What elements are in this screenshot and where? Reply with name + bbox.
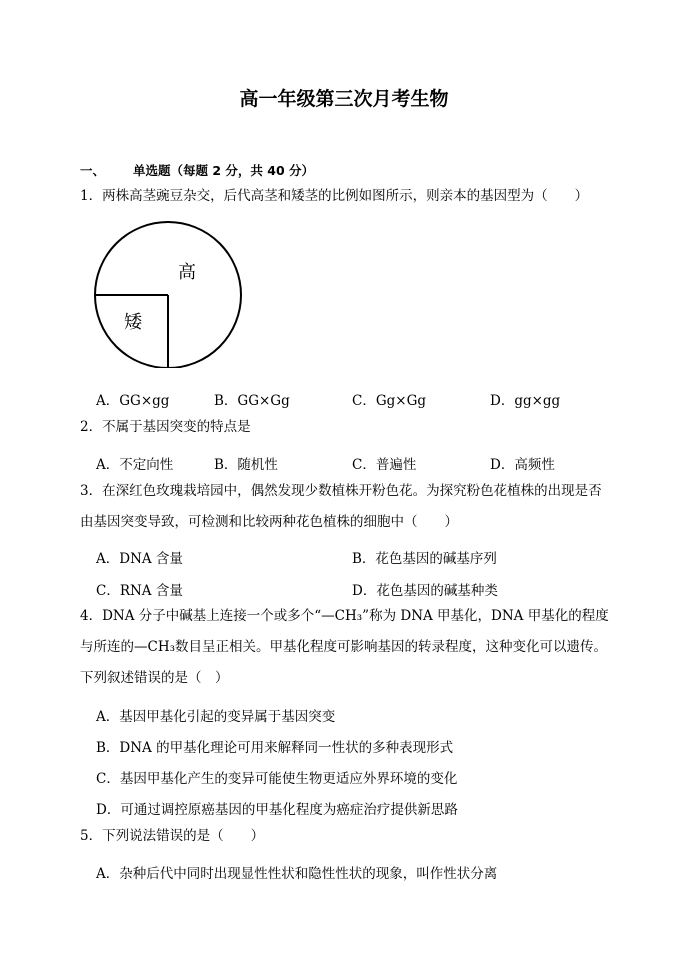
q4-option-c: C．基因甲基化产生的变异可能使生物更适应外界环境的变化: [96, 771, 458, 787]
q2-option-c: C．普遍性: [352, 457, 417, 473]
q3-option-d: D．花色基因的碱基种类: [352, 583, 498, 599]
section-label: 单选题（每题 2 分，共 40 分）: [133, 163, 315, 178]
q3-option-c: C．RNA 含量: [96, 583, 183, 599]
question-4-stem-line-3: 下列叙述错误的是（ ）: [80, 670, 229, 686]
q3-option-a: A．DNA 含量: [96, 551, 183, 567]
q1-option-b: B．GG×Gg: [214, 393, 290, 409]
q4-option-d: D．可通过调控原癌基因的甲基化程度为癌症治疗提供新思路: [96, 802, 458, 818]
q2-option-b: B．随机性: [214, 457, 278, 473]
q2-option-a: A．不定向性: [96, 457, 174, 473]
q1-option-a: A．GG×gg: [96, 393, 170, 409]
pie-chart-figure: [88, 218, 258, 368]
question-5-stem: 5．下列说法错误的是（ ）: [80, 828, 265, 844]
q1-option-d: D．gg×gg: [490, 393, 561, 409]
pie-label-short: 矮: [124, 312, 142, 333]
q4-option-a: A．基因甲基化引起的变异属于基因突变: [96, 709, 336, 725]
question-3-stem-line-2: 由基因突变导致，可检测和比较两种花色植株的细胞中（ ）: [80, 514, 458, 530]
page-title: 高一年级第三次月考生物: [239, 88, 449, 110]
question-2-stem: 2．不属于基因突变的特点是: [80, 419, 251, 435]
section-number: 一、: [80, 163, 106, 178]
q2-option-d: D．高频性: [490, 457, 555, 473]
question-4-stem-line-2: 与所连的—CH₃数目呈正相关。甲基化程度可影响基因的转录程度，这种变化可以遗传。: [80, 639, 608, 655]
q1-option-c: C．Gg×Gg: [352, 393, 426, 409]
question-4-stem-line-1: 4．DNA 分子中碱基上连接一个或多个“—CH₃”称为 DNA 甲基化，DNA 甲基化的程度: [80, 608, 609, 624]
q3-option-b: B．花色基因的碱基序列: [352, 551, 497, 567]
q4-option-b: B．DNA 的甲基化理论可用来解释同一性状的多种表现形式: [96, 740, 454, 756]
q5-option-a: A．杂种后代中同时出现显性性状和隐性性状的现象，叫作性状分离: [96, 866, 498, 882]
pie-label-tall: 高: [178, 262, 196, 283]
question-1-stem: 1．两株高茎豌豆杂交，后代高茎和矮茎的比例如图所示，则亲本的基因型为（ ）: [80, 188, 589, 204]
question-3-stem-line-1: 3．在深红色玫瑰栽培园中，偶然发现少数植株开粉色花。为探究粉色花植株的出现是否: [80, 483, 602, 499]
